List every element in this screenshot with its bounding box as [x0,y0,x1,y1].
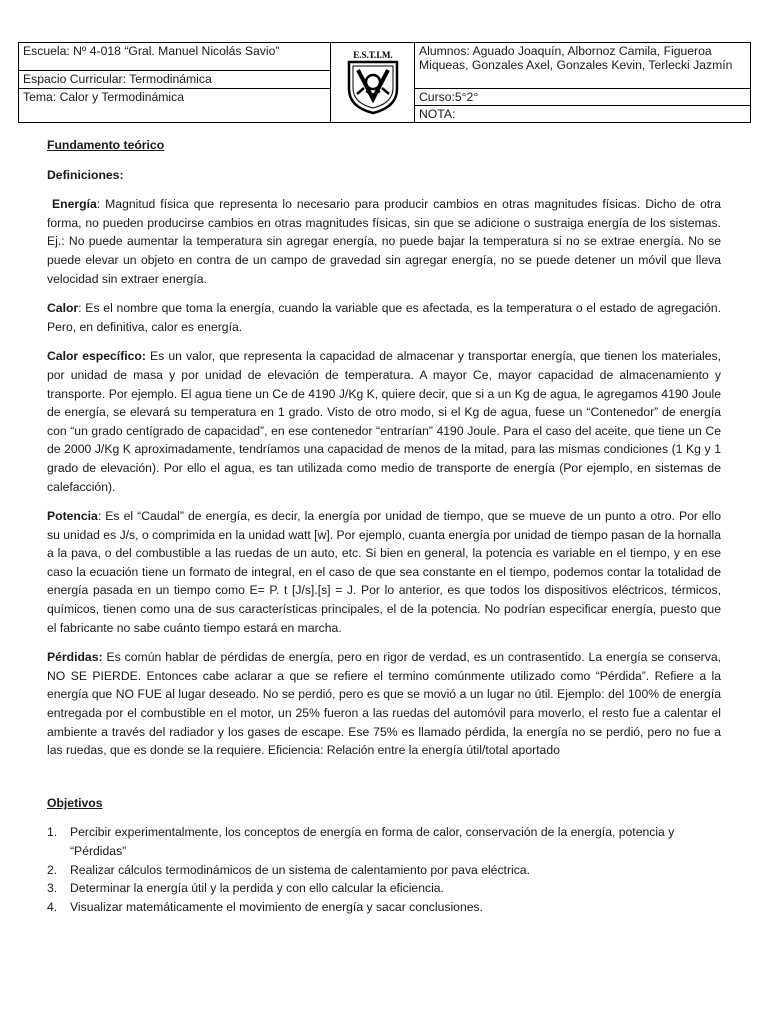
document-body [47,136,721,916]
objectives-heading: Objetivos [47,795,103,810]
paragraph-potencia [47,507,721,637]
text-calor-especifico: Es un valor, que representa la capacidad de almacenar y transportar energía, que tienen los materiales, por unidad de masa y por unidad de elevación de temperatura. A mayor Ce, mayor capacidad de almacenamiento y transporte. Por ejemplo. El agua tiene un Ce de 4190 J/Kg K, quiere decir, que si a un Kg de agua, le agregamos 4190 Joule de energía, se elevará su temperatura en 1 grado. Visto de otro modo, si el Kg de agua, fuese un “Contenedor” de energía con “un grado centígrado de capacidad”, en ese contenedor “entrarían” 4190 Joule. Para el caso del aceite, que tiene un Ce de 2000 J/Kg K aproximadamente, tendríamos una capacidad de menos de la mitad, para las mismas condiciones (1 Kg y 1 grado de elevación). Por ello el agua, es tan utilizada como medio de transporte de energía (Por ejemplo, en sistemas de calefacción). [47,349,721,494]
term-perdidas: Pérdidas: [47,650,103,665]
objective-number: 1. [47,825,58,840]
objective-text: Visualizar matemáticamente el movimiento de energía y sacar conclusiones. [70,899,483,914]
objective-item [47,861,721,880]
definitions-heading: Definiciones: [47,167,124,182]
term-potencia: Potencia [47,509,98,524]
term-calor: Calor [47,301,79,316]
objective-item [47,823,721,860]
paragraph-calor [47,299,721,336]
grade-cell [415,89,751,123]
objective-number: 4. [47,899,58,914]
objective-number: 3. [47,881,58,896]
objectives-list [47,823,721,916]
document-header [18,42,751,121]
school-logo [344,47,402,115]
objective-item [47,898,721,917]
objective-item [47,879,721,898]
subject-cell: Espacio Curricular: Termodinámica [19,71,331,89]
students-cell: Alumnos: Aguado Joaquín, Albornoz Camila, Figueroa Miqueas, Gonzales Axel, Gonzales Kevin, Terlecki Jazmín [415,43,751,89]
objective-text: Percibir experimentalmente, los conceptos de energía en forma de calor, conservación de la energía, potencia y “Pérdidas” [70,825,675,858]
text-potencia: : Es el “Caudal” de energía, es decir, la energía por unidad de tiempo, que se mueve de un punto a otro. Por ello su unidad es J/s, o comprimida en la unidad watt [w]. Por ejemplo, cuanta energía por unidad de tiempo pasan de la hornalla a la pava, o del combustible a las ruedas de un auto, etc. Si bien en general, la potencia es variable en el tiempo, y en ese caso la ecuación tiene un formato de integral, en el caso de que sea constante en el tiempo, podemos contar la totalidad de energía pasada en un tiempo como E= P. t [J/s].[s] = J. Por lo anterior, es que todos los dispositivos eléctricos, térmicos, químicos, tienen como una de sus características principales, el de la potencia. No podrían especificar energía, puesto que el fabricante no sabe cuánto tiempo estará en marcha. [47,509,721,635]
objective-text: Realizar cálculos termodinámicos de un sistema de calentamiento por pava eléctrica. [70,862,530,877]
topic-cell: Tema: Calor y Termodinámica [19,89,331,123]
term-calor-especifico: Calor específico: [47,349,146,364]
paragraph-perdidas [47,648,721,760]
paragraph-calor-especifico [47,347,721,496]
paragraph-energia [47,195,721,288]
objective-number: 2. [47,862,58,877]
header-table [18,42,751,123]
section-title: Fundamento teórico [47,138,165,152]
school-logo-cell [331,43,415,123]
grade-label: NOTA: [415,105,750,121]
text-perdidas: Es común hablar de pérdidas de energía, pero en rigor de verdad, es un contrasentido. La energía se conserva, NO SE PIERDE. Entonces cabe aclarar a que se refiere el termino comúnmente utilizado como “Pérdida”. Refiere a la energía que NO FUE al lugar deseado. No se perdió, pero es que se movió a un lugar no útil. Ejemplo: del 100% de energía entregada por el combustible en el motor, un 25% fueron a las ruedas del automóvil para moverlo, el resto fue a calentar el ambiente a través del radiador y los gases de escape. Ese 75% es llamado pérdida, la energía no se perdió, pero no fue a las ruedas, que es donde se la requiere. Eficiencia: Relación entre la energía útil/total aportado [47,650,721,758]
text-energia: : Magnitud física que representa lo necesario para producir cambios en otras magnitudes físicas. Dicho de otra forma, no pueden producirse cambios en otras magnitudes físicas, sin que se adicione o sustraiga energía de los sistemas. Ej.: No puede aumentar la temperatura sin agregar energía, no puede bajar la temperatura si no se extrae energía. No se puede elevar un objeto en contra de un campo de gravedad sin agregar energía, no se puede detener un móvil que lleva velocidad sin extraer energía. [47,197,722,286]
course-label: Curso:5°2° [419,90,479,104]
objective-text: Determinar la energía útil y la perdida y con ello calcular la eficiencia. [70,881,444,896]
text-calor: : Es el nombre que toma la energía, cuando la variable que es afectada, es la temperatura o el estado de agregación. Pero, en definitiva, calor es energía. [47,301,721,334]
logo-text: E.S.T.I.M. [352,50,393,60]
school-cell: Escuela: Nº 4-018 “Gral. Manuel Nicolás Savio” [19,43,331,71]
term-energia: Energía [52,197,97,212]
